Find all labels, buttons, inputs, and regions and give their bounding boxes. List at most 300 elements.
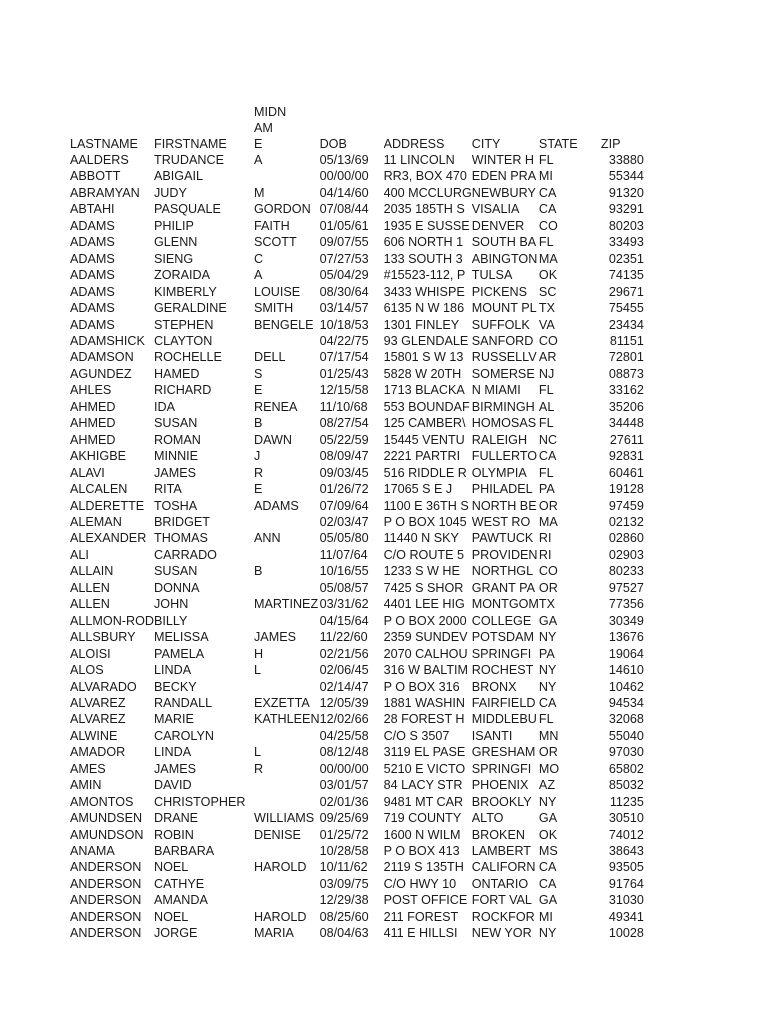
cell-firstname: THOMAS — [154, 531, 208, 546]
cell-state: VA — [538, 317, 555, 332]
cell-address: 211 FOREST — [383, 909, 459, 924]
cell-firstname: IDA — [154, 399, 175, 414]
table-row — [70, 810, 644, 826]
cell-zip: 27611 — [609, 432, 644, 447]
cell-lastname: AMUNDSEN — [70, 811, 143, 826]
cell-address: 93 GLENDALE — [383, 333, 469, 348]
table-row — [70, 695, 644, 711]
cell-lastname: ADAMS — [70, 284, 115, 299]
cell-midname: R — [254, 761, 264, 776]
cell-state: CO — [538, 564, 558, 579]
cell-state: NY — [538, 630, 557, 645]
cell-dob: 09/07/55 — [319, 235, 369, 250]
cell-lastname: ADAMS — [70, 317, 115, 332]
cell-zip: 65802 — [608, 761, 644, 776]
cell-lastname: ABTAHI — [70, 202, 115, 217]
table-row — [70, 251, 644, 267]
cell-midname: HAROLD — [254, 860, 307, 875]
cell-zip: 08873 — [608, 366, 644, 381]
cell-midname: KATHLEEN — [254, 712, 320, 727]
cell-state: PA — [538, 646, 555, 661]
cell-midname: ANN — [254, 531, 281, 546]
cell-city: SANFORD — [471, 333, 534, 348]
table-row — [70, 744, 644, 760]
cell-address: 84 LACY STR — [383, 778, 463, 793]
cell-address: P O BOX 2000 — [383, 613, 467, 628]
cell-state: TX — [538, 301, 556, 316]
table-row — [70, 333, 644, 349]
cell-zip: 14610 — [608, 663, 644, 678]
cell-midname: J — [254, 449, 261, 464]
cell-zip: 23434 — [608, 317, 644, 332]
cell-midname: DENISE — [254, 827, 301, 842]
cell-dob: 02/14/47 — [319, 679, 369, 694]
cell-dob: 11/22/60 — [319, 630, 368, 645]
cell-lastname: AMADOR — [70, 745, 126, 760]
cell-zip: 97030 — [608, 745, 644, 760]
cell-city: GRANT PA — [471, 580, 535, 595]
cell-zip: 02903 — [608, 547, 644, 562]
cell-firstname: DAVID — [154, 778, 192, 793]
cell-dob: 04/25/58 — [319, 728, 369, 743]
cell-firstname: ROCHELLE — [154, 350, 222, 365]
cell-dob: 07/08/44 — [319, 202, 369, 217]
cell-lastname: ALOISI — [70, 646, 111, 661]
cell-zip: 60461 — [608, 465, 644, 480]
cell-midname: JAMES — [254, 630, 296, 645]
table-row — [70, 498, 644, 514]
cell-firstname: DONNA — [154, 580, 200, 595]
cell-midname: MARTINEZ — [254, 597, 319, 612]
cell-zip: 74135 — [608, 268, 644, 283]
cell-zip: 30349 — [608, 613, 644, 628]
cell-state: CA — [538, 185, 557, 200]
cell-city: BROKEN — [471, 827, 525, 842]
cell-zip: 35206 — [608, 399, 644, 414]
cell-address: 2035 185TH S — [383, 202, 465, 217]
table-row — [70, 185, 644, 201]
table-row — [70, 859, 644, 875]
cell-midname: RENEA — [254, 399, 298, 414]
cell-firstname: NOEL — [154, 909, 189, 924]
cell-lastname: AKHIGBE — [70, 449, 126, 464]
cell-dob: 01/05/61 — [319, 218, 369, 233]
cell-midname: S — [254, 366, 263, 381]
cell-city: PICKENS — [471, 284, 528, 299]
cell-dob: 00/00/00 — [319, 761, 369, 776]
cell-zip: 19064 — [608, 646, 644, 661]
cell-dob: 04/15/64 — [319, 613, 369, 628]
cell-state: MO — [538, 761, 560, 776]
cell-firstname: BECKY — [154, 679, 197, 694]
cell-zip: 31030 — [608, 893, 644, 908]
cell-city: HOMOSAS — [471, 416, 537, 431]
cell-state: FL — [538, 235, 554, 250]
cell-city: GRESHAM — [471, 745, 536, 760]
cell-address: 400 MCCLURG — [383, 185, 472, 200]
cell-midname: L — [254, 663, 262, 678]
cell-city: NORTHGL — [471, 564, 534, 579]
data-table — [70, 104, 644, 942]
cell-address: 719 COUNTY — [383, 811, 462, 826]
table-row — [70, 662, 644, 678]
cell-state: AZ — [538, 778, 556, 793]
cell-zip: 02860 — [608, 531, 644, 546]
cell-firstname: BARBARA — [154, 844, 215, 859]
cell-state: FL — [538, 465, 554, 480]
cell-address: C/O S 3507 — [383, 728, 450, 743]
cell-dob: 10/16/55 — [319, 564, 369, 579]
cell-state: SC — [538, 284, 557, 299]
cell-midname — [254, 613, 320, 629]
cell-zip: 19128 — [608, 482, 644, 497]
table-row — [70, 843, 644, 859]
cell-dob: 07/27/53 — [319, 251, 369, 266]
cell-address: 1100 E 36TH S — [383, 498, 469, 513]
cell-dob: 09/03/45 — [319, 465, 369, 480]
cell-state: OK — [538, 268, 558, 283]
cell-lastname: ALLAIN — [70, 564, 114, 579]
cell-city: FORT VAL — [471, 893, 532, 908]
cell-dob: 07/17/54 — [319, 350, 369, 365]
cell-firstname: CAROLYN — [154, 728, 214, 743]
cell-zip: 97527 — [608, 580, 644, 595]
cell-address: #15523-112, P — [383, 268, 466, 283]
cell-address: P O BOX 413 — [383, 844, 460, 859]
cell-firstname: ROBIN — [154, 827, 194, 842]
cell-firstname: STEPHEN — [154, 317, 214, 332]
cell-state: NJ — [538, 366, 555, 381]
cell-state: NY — [538, 926, 557, 941]
cell-city: TULSA — [471, 268, 513, 283]
header-midname-line2: E — [254, 137, 263, 151]
cell-state: FL — [538, 383, 554, 398]
table-row — [70, 596, 644, 612]
cell-firstname: PHILIP — [154, 218, 194, 233]
cell-zip: 80203 — [608, 218, 644, 233]
cell-dob: 03/31/62 — [319, 597, 369, 612]
cell-midname: B — [254, 564, 263, 579]
cell-lastname: ADAMS — [70, 235, 115, 250]
cell-midname: SCOTT — [254, 235, 297, 250]
table-row — [70, 761, 644, 777]
table-row — [70, 909, 644, 925]
table-row — [70, 382, 644, 398]
cell-zip: 80233 — [608, 564, 644, 579]
cell-city: EDEN PRA — [471, 169, 537, 184]
table-row — [70, 448, 644, 464]
cell-address: 1301 FINLEY — [383, 317, 460, 332]
cell-city: WEST RO — [471, 514, 531, 529]
cell-address: 2119 S 135TH — [383, 860, 464, 875]
cell-state: GA — [538, 893, 558, 908]
table-row — [70, 613, 644, 629]
cell-address: 2070 CALHOU — [383, 646, 468, 661]
cell-state: OR — [538, 498, 558, 513]
table-row — [70, 234, 644, 250]
cell-lastname: ANDERSON — [70, 926, 142, 941]
table-row — [70, 580, 644, 596]
cell-firstname: JAMES — [154, 465, 196, 480]
cell-city: N MIAMI — [471, 383, 521, 398]
cell-zip: 77356 — [608, 597, 644, 612]
cell-state: FL — [538, 416, 554, 431]
cell-lastname: ADAMSHICK — [70, 333, 145, 348]
cell-midname: E — [254, 383, 263, 398]
cell-midname — [254, 580, 320, 596]
cell-city: MIDDLEBU — [471, 712, 537, 727]
cell-lastname: ADAMS — [70, 301, 115, 316]
cell-state: MS — [538, 844, 558, 859]
cell-firstname: JAMES — [154, 761, 196, 776]
cell-zip: 93505 — [608, 860, 644, 875]
cell-address: P O BOX 1045 — [383, 514, 467, 529]
cell-dob: 10/11/62 — [319, 860, 368, 875]
cell-lastname: ALWINE — [70, 728, 118, 743]
cell-lastname: ALVAREZ — [70, 695, 126, 710]
cell-lastname: AMES — [70, 761, 106, 776]
cell-dob: 08/12/48 — [319, 745, 369, 760]
cell-zip: 75455 — [608, 301, 644, 316]
cell-lastname: ANAMA — [70, 844, 115, 859]
cell-state: OK — [538, 827, 558, 842]
cell-zip: 13676 — [608, 630, 644, 645]
cell-zip: 33162 — [608, 383, 644, 398]
cell-lastname: ALCALEN — [70, 482, 128, 497]
cell-firstname: SUSAN — [154, 416, 198, 431]
cell-lastname: ALAVI — [70, 465, 105, 480]
cell-firstname: PAMELA — [154, 646, 205, 661]
cell-firstname: TRUDANCE — [154, 153, 224, 167]
cell-state: CA — [538, 860, 557, 875]
cell-midname — [254, 892, 320, 908]
cell-dob: 03/09/75 — [319, 876, 369, 891]
cell-address: C/O HWY 10 — [383, 876, 457, 891]
cell-firstname: RICHARD — [154, 383, 212, 398]
cell-dob: 08/30/64 — [319, 284, 369, 299]
cell-dob: 02/01/36 — [319, 794, 369, 809]
cell-lastname: ALDERETTE — [70, 498, 145, 513]
cell-dob: 12/29/38 — [319, 893, 369, 908]
cell-dob: 12/15/58 — [319, 383, 369, 398]
cell-midname: HAROLD — [254, 909, 307, 924]
cell-dob: 01/25/72 — [319, 827, 369, 842]
cell-dob: 08/04/63 — [319, 926, 369, 941]
cell-zip: 34448 — [608, 416, 644, 431]
header-address: ADDRESS — [383, 136, 445, 151]
cell-lastname: AGUNDEZ — [70, 366, 132, 381]
table-row — [70, 646, 644, 662]
cell-lastname: ALLEN — [70, 580, 110, 595]
cell-midname: FAITH — [254, 218, 290, 233]
cell-dob: 01/26/72 — [319, 482, 369, 497]
cell-firstname: JORGE — [154, 926, 198, 941]
cell-dob: 07/09/64 — [319, 498, 369, 513]
cell-city: SOMERSE — [471, 366, 535, 381]
cell-midname: EXZETTA — [254, 695, 310, 710]
cell-state: CA — [538, 449, 557, 464]
cell-lastname: ALOS — [70, 663, 104, 678]
header-firstname: FIRSTNAME — [154, 136, 227, 151]
table-row — [70, 267, 644, 283]
cell-zip: 29671 — [608, 284, 644, 299]
cell-midname — [254, 547, 320, 563]
cell-midname: H — [254, 646, 264, 661]
header-midname — [254, 104, 320, 152]
header-midname-line1: MIDNAM — [254, 105, 287, 135]
cell-state: GA — [538, 811, 558, 826]
cell-dob: 10/18/53 — [319, 317, 369, 332]
table-row — [70, 777, 644, 793]
table-row — [70, 629, 644, 645]
cell-address: 3119 EL PASE — [383, 745, 466, 760]
cell-firstname: SUSAN — [154, 564, 198, 579]
cell-state: FL — [538, 712, 554, 727]
cell-firstname: LINDA — [154, 663, 192, 678]
table-row — [70, 827, 644, 843]
cell-lastname: ALLMON-ROD — [70, 613, 154, 628]
cell-firstname: PASQUALE — [154, 202, 221, 217]
cell-lastname: ALVARADO — [70, 679, 137, 694]
cell-city: PROVIDEN — [471, 547, 538, 562]
cell-midname: C — [254, 251, 264, 266]
cell-firstname: ZORAIDA — [154, 268, 210, 283]
cell-lastname: ABBOTT — [70, 169, 121, 184]
table-row — [70, 201, 644, 217]
cell-firstname: MARIE — [154, 712, 194, 727]
cell-state: MI — [538, 169, 553, 184]
cell-midname: R — [254, 465, 264, 480]
cell-address: 11440 N SKY — [383, 531, 459, 546]
cell-lastname: AHLES — [70, 383, 112, 398]
cell-zip: 33493 — [608, 235, 644, 250]
cell-city: BRONX — [471, 679, 517, 694]
cell-state: CO — [538, 333, 558, 348]
table-row — [70, 366, 644, 382]
cell-address: 316 W BALTIM — [383, 663, 469, 678]
cell-midname: A — [254, 153, 263, 167]
cell-city: BIRMINGH — [471, 399, 535, 414]
cell-city: DENVER — [471, 218, 525, 233]
cell-lastname: ADAMS — [70, 268, 115, 283]
cell-dob: 03/14/57 — [319, 301, 369, 316]
cell-state: RI — [538, 547, 552, 562]
cell-city: ABINGTON — [471, 251, 538, 266]
cell-firstname: MELISSA — [154, 630, 209, 645]
cell-midname: DELL — [254, 350, 286, 365]
cell-dob: 05/04/29 — [319, 268, 369, 283]
cell-firstname: ABIGAIL — [154, 169, 203, 184]
cell-dob: 12/02/66 — [319, 712, 369, 727]
cell-city: RUSSELLV — [471, 350, 537, 365]
cell-city: ALTO — [471, 811, 504, 826]
cell-firstname: LINDA — [154, 745, 192, 760]
cell-address: 15801 S W 13 — [383, 350, 464, 365]
cell-zip: 11235 — [609, 794, 644, 809]
cell-midname — [254, 876, 320, 892]
cell-dob: 12/05/39 — [319, 695, 369, 710]
cell-city: ROCKFOR — [471, 909, 535, 924]
cell-zip: 10462 — [608, 679, 644, 694]
cell-midname — [254, 514, 320, 530]
cell-dob: 08/09/47 — [319, 449, 369, 464]
cell-state: FL — [538, 153, 554, 167]
cell-lastname: AMONTOS — [70, 794, 134, 809]
cell-zip: 74012 — [608, 827, 644, 842]
cell-lastname: AHMED — [70, 416, 116, 431]
cell-firstname: CATHYE — [154, 876, 205, 891]
cell-dob: 08/27/54 — [319, 416, 369, 431]
table-row — [70, 465, 644, 481]
table-row — [70, 432, 644, 448]
cell-zip: 93291 — [608, 202, 644, 217]
cell-address: 553 BOUNDAF — [383, 399, 470, 414]
cell-zip: 55344 — [608, 169, 644, 184]
cell-address: 5828 W 20TH — [383, 366, 462, 381]
cell-address: 17065 S E J — [383, 482, 453, 497]
cell-city: BROOKLY — [471, 794, 532, 809]
cell-zip: 38643 — [608, 844, 644, 859]
table-row — [70, 925, 644, 941]
cell-firstname: GLENN — [154, 235, 198, 250]
header-lastname: LASTNAME — [70, 136, 138, 151]
cell-firstname: CLAYTON — [154, 333, 213, 348]
cell-lastname: AMUNDSON — [70, 827, 144, 842]
cell-city: SUFFOLK — [471, 317, 530, 332]
cell-address: 15445 VENTU — [383, 432, 465, 447]
cell-firstname: HAMED — [154, 366, 200, 381]
cell-firstname: SIENG — [154, 251, 194, 266]
cell-lastname: ANDERSON — [70, 876, 142, 891]
cell-lastname: ADAMS — [70, 218, 115, 233]
cell-city: PHILADEL — [471, 482, 533, 497]
cell-city: CALIFORN — [471, 860, 536, 875]
cell-midname: WILLIAMS — [254, 811, 315, 826]
cell-zip: 30510 — [608, 811, 644, 826]
cell-address: 125 CAMBER\ — [383, 416, 466, 431]
cell-midname: DAWN — [254, 432, 293, 447]
cell-lastname: ALEMAN — [70, 514, 122, 529]
cell-firstname: ROMAN — [154, 432, 201, 447]
header-state: STATE — [538, 136, 578, 151]
cell-dob: 05/22/59 — [319, 432, 369, 447]
cell-address: 6135 N W 186 — [383, 301, 465, 316]
cell-state: CA — [538, 202, 557, 217]
cell-dob: 02/06/45 — [319, 663, 369, 678]
cell-address: 28 FOREST H — [383, 712, 465, 727]
cell-dob: 05/13/69 — [319, 153, 369, 167]
cell-city: NORTH BE — [471, 498, 537, 513]
cell-lastname: ANDERSON — [70, 860, 142, 875]
cell-state: RI — [538, 531, 552, 546]
cell-state: AL — [538, 399, 555, 414]
cell-firstname: NOEL — [154, 860, 189, 875]
cell-address: C/O ROUTE 5 — [383, 547, 465, 562]
cell-address: 1233 S W HE — [383, 564, 460, 579]
cell-midname — [254, 168, 320, 184]
table-row — [70, 415, 644, 431]
table-row — [70, 547, 644, 563]
header-dob: DOB — [319, 136, 347, 151]
cell-midname — [254, 843, 320, 859]
cell-zip: 72801 — [608, 350, 644, 365]
table-row — [70, 168, 644, 184]
cell-state: TX — [538, 597, 556, 612]
cell-city: FAIRFIELD — [471, 695, 536, 710]
cell-lastname: ALLEN — [70, 597, 110, 612]
table-row — [70, 530, 644, 546]
cell-city: NEW YOR — [471, 926, 532, 941]
